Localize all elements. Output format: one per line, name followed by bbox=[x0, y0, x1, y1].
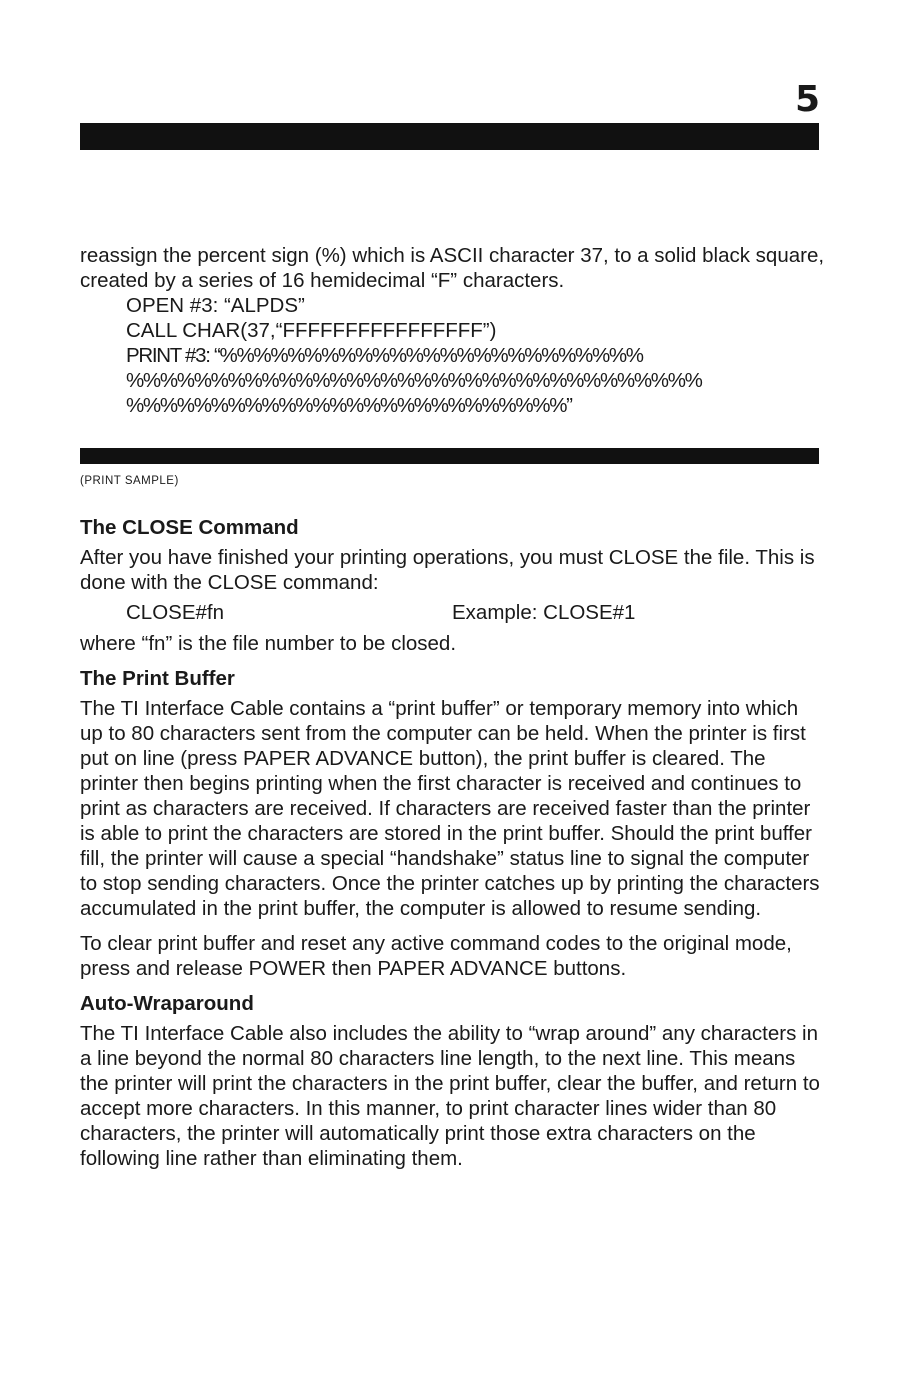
page-number: 5 bbox=[794, 79, 820, 120]
code-line: CALL CHAR(37,“FFFFFFFFFFFFFFFF”) bbox=[126, 319, 497, 342]
code-line: %%%%%%%%%%%%%%%%%%%%%%%%%%” bbox=[126, 394, 572, 417]
code-block bbox=[126, 293, 825, 418]
buffer-paragraph-2: To clear print buffer and reset any active command codes to the original mode, press and release POWER then PAPER ADVANCE buttons. bbox=[80, 932, 792, 980]
buffer-heading: The Print Buffer bbox=[80, 667, 235, 690]
intro-paragraph: reassign the percent sign (%) which is ASCII character 37, to a solid black square, created by a series of 16 hemidecimal “F” characters. bbox=[80, 244, 825, 292]
wrap-heading: Auto-Wraparound bbox=[80, 992, 254, 1015]
buffer-paragraph-1: The TI Interface Cable contains a “print buffer” or temporary memory into which up to 80 characters sent from the computer can be held. When the printer is first put on line (press PAPER ADVANCE button), the print buffer is cleared. The printer then begins printing when the first character is received and continues to print as characters are received. If characters are received faster than the printer is able to print the characters are stored in the print buffer. Should the print buffer fill, the printer will cause a special “handshake” status line to signal the computer to stop sending characters. Once the printer catches up by printing the characters accumulated in the print buffer, the computer is allowed to resume sending. bbox=[80, 697, 820, 920]
code-line: %%%%%%%%%%%%%%%%%%%%%%%%%%%%%%%%%% bbox=[126, 369, 702, 392]
close-where: where “fn” is the file number to be closed. bbox=[80, 632, 457, 655]
print-sample-caption: (PRINT SAMPLE) bbox=[80, 475, 179, 487]
code-line: OPEN #3: “ALPDS” bbox=[126, 294, 305, 317]
page-content bbox=[80, 243, 825, 1171]
header-rule bbox=[80, 123, 819, 150]
code-line: PRINT #3: “%%%%%%%%%%%%%%%%%%%%%%%%% bbox=[126, 344, 643, 367]
print-sample-bar bbox=[80, 448, 819, 464]
close-paragraph: After you have finished your printing operations, you must CLOSE the file. This is done with the CLOSE command: bbox=[80, 546, 815, 594]
close-heading: The CLOSE Command bbox=[80, 516, 299, 539]
wrap-paragraph: The TI Interface Cable also includes the ability to “wrap around” any characters in a line beyond the normal 80 characters line length, to the next line. This means the printer will print the characters in the print buffer, clear the buffer, and return to accept more characters. In this manner, to print character lines wider than 80 characters, the printer will automatically print those extra characters on the following line rather than eliminating them. bbox=[80, 1022, 820, 1170]
close-example: Example: CLOSE#1 bbox=[452, 601, 636, 624]
close-syntax: CLOSE#fn bbox=[126, 601, 224, 624]
close-example-line bbox=[126, 600, 825, 625]
